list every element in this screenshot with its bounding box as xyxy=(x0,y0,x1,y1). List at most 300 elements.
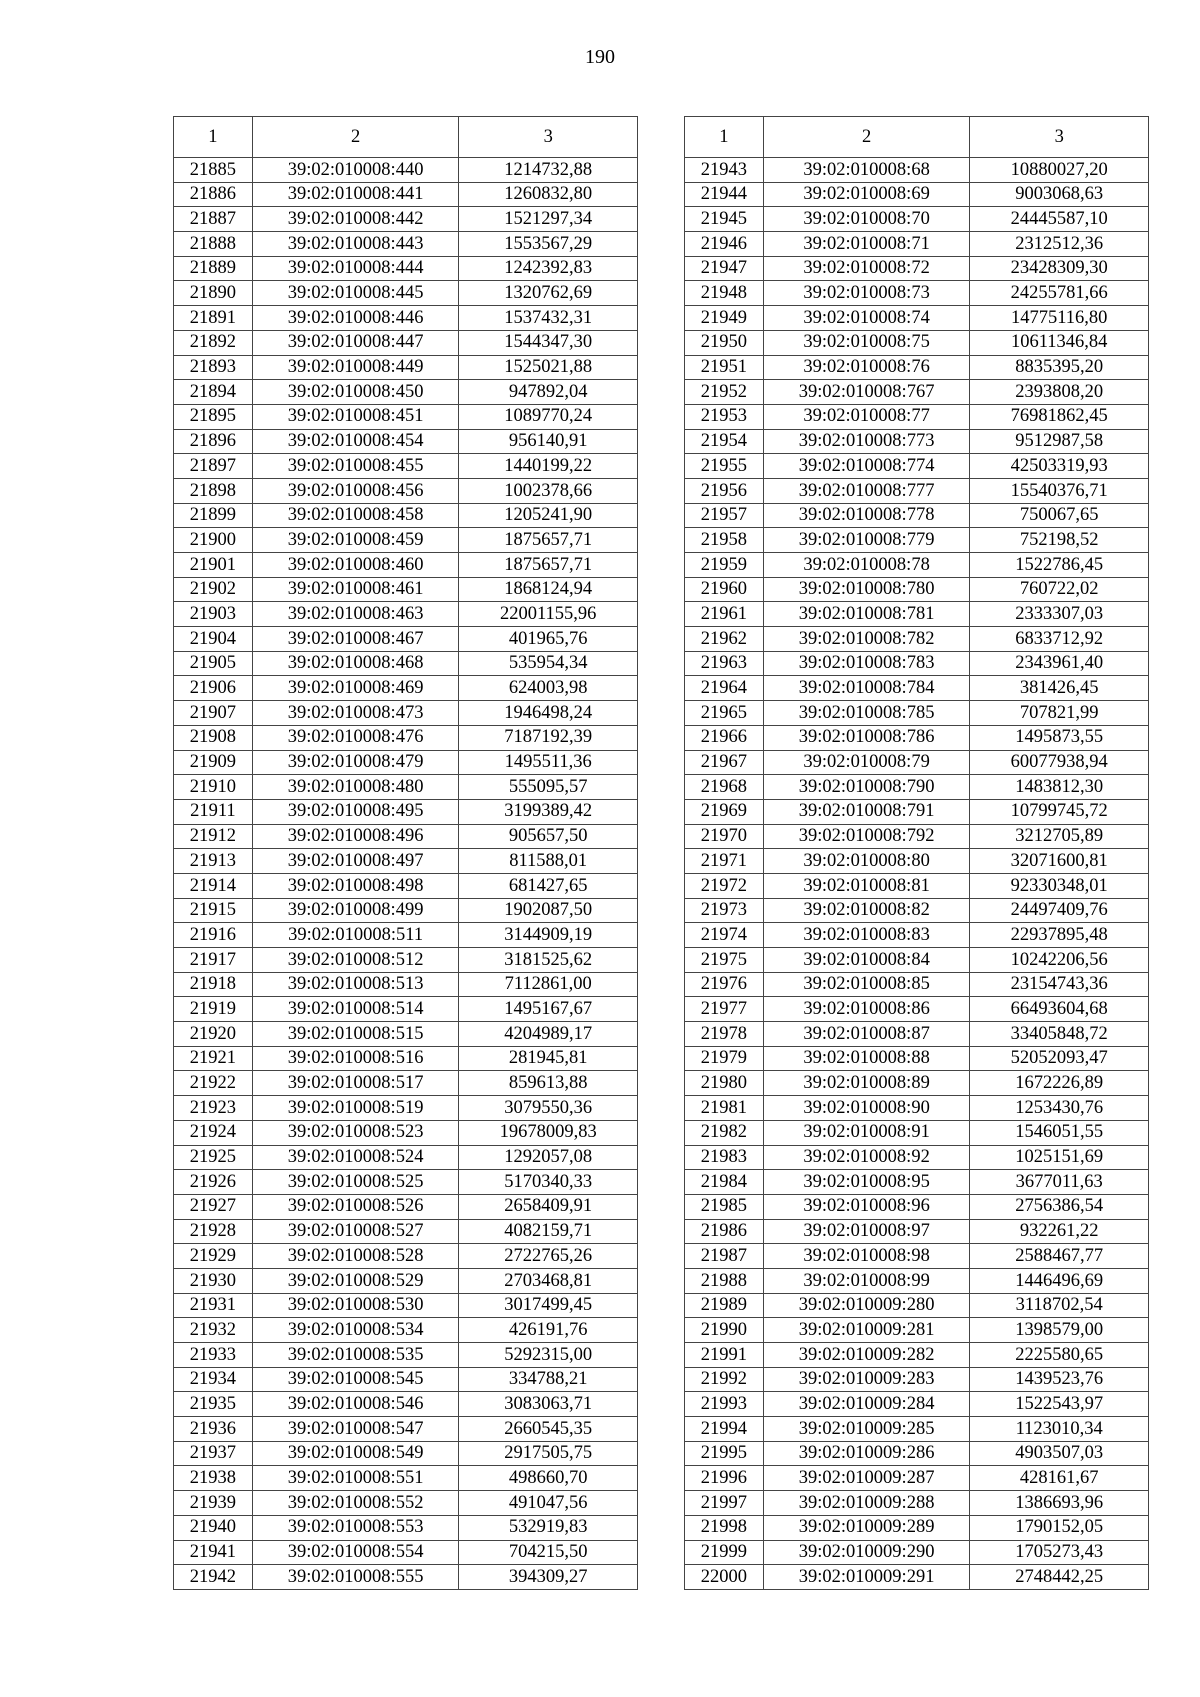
cadastral-number-cell: 39:02:010008:780 xyxy=(763,577,970,602)
value-cell: 32071600,81 xyxy=(970,849,1149,874)
cadastral-number-cell: 39:02:010008:516 xyxy=(252,1046,459,1071)
row-number-cell: 21955 xyxy=(685,454,764,479)
cadastral-number-cell: 39:02:010008:458 xyxy=(252,503,459,528)
value-cell: 92330348,01 xyxy=(970,873,1149,898)
value-cell: 1440199,22 xyxy=(459,454,638,479)
table-row xyxy=(174,1194,638,1219)
row-number-cell: 21895 xyxy=(174,404,253,429)
cadastral-number-cell: 39:02:010008:83 xyxy=(763,923,970,948)
cadastral-number-cell: 39:02:010008:75 xyxy=(763,330,970,355)
cadastral-number-cell: 39:02:010008:552 xyxy=(252,1491,459,1516)
row-number-cell: 21996 xyxy=(685,1466,764,1491)
cadastral-number-cell: 39:02:010008:440 xyxy=(252,158,459,183)
cadastral-number-cell: 39:02:010008:495 xyxy=(252,799,459,824)
cadastral-number-cell: 39:02:010008:96 xyxy=(763,1194,970,1219)
value-cell: 9003068,63 xyxy=(970,182,1149,207)
row-number-cell: 21954 xyxy=(685,429,764,454)
row-number-cell: 21918 xyxy=(174,972,253,997)
row-number-cell: 21914 xyxy=(174,873,253,898)
row-number-cell: 21962 xyxy=(685,627,764,652)
cadastral-number-cell: 39:02:010008:92 xyxy=(763,1145,970,1170)
value-cell: 334788,21 xyxy=(459,1367,638,1392)
cadastral-number-cell: 39:02:010008:783 xyxy=(763,651,970,676)
table-row xyxy=(174,873,638,898)
value-cell: 2660545,35 xyxy=(459,1417,638,1442)
row-number-cell: 21968 xyxy=(685,775,764,800)
table-row xyxy=(174,750,638,775)
table-row xyxy=(174,1565,638,1590)
table-row xyxy=(685,923,1149,948)
left-table-body xyxy=(174,158,638,1590)
value-cell: 3677011,63 xyxy=(970,1170,1149,1195)
row-number-cell: 21939 xyxy=(174,1491,253,1516)
table-row xyxy=(685,849,1149,874)
cadastral-number-cell: 39:02:010008:767 xyxy=(763,380,970,405)
value-cell: 1214732,88 xyxy=(459,158,638,183)
value-cell: 1790152,05 xyxy=(970,1515,1149,1540)
value-cell: 10242206,56 xyxy=(970,948,1149,973)
cadastral-number-cell: 39:02:010008:459 xyxy=(252,528,459,553)
table-row xyxy=(174,1022,638,1047)
value-cell: 535954,34 xyxy=(459,651,638,676)
cadastral-number-cell: 39:02:010008:88 xyxy=(763,1046,970,1071)
row-number-cell: 21961 xyxy=(685,602,764,627)
value-cell: 1025151,69 xyxy=(970,1145,1149,1170)
table-row xyxy=(685,1491,1149,1516)
table-row xyxy=(174,281,638,306)
row-number-cell: 21952 xyxy=(685,380,764,405)
table-row xyxy=(685,651,1149,676)
value-cell: 4903507,03 xyxy=(970,1441,1149,1466)
row-number-cell: 21936 xyxy=(174,1417,253,1442)
value-cell: 1537432,31 xyxy=(459,306,638,331)
table-row xyxy=(174,256,638,281)
value-cell: 2748442,25 xyxy=(970,1565,1149,1590)
cadastral-number-cell: 39:02:010008:469 xyxy=(252,676,459,701)
value-cell: 2343961,40 xyxy=(970,651,1149,676)
table-row xyxy=(685,898,1149,923)
table-row xyxy=(174,1343,638,1368)
right-table xyxy=(684,116,1149,1590)
row-number-cell: 21975 xyxy=(685,948,764,973)
table-row xyxy=(174,553,638,578)
table-row xyxy=(174,1120,638,1145)
row-number-cell: 21999 xyxy=(685,1540,764,1565)
table-row xyxy=(685,404,1149,429)
table-row xyxy=(685,478,1149,503)
table-row xyxy=(174,725,638,750)
table-row xyxy=(685,158,1149,183)
table-row xyxy=(174,1466,638,1491)
row-number-cell: 21902 xyxy=(174,577,253,602)
row-number-cell: 21979 xyxy=(685,1046,764,1071)
value-cell: 2917505,75 xyxy=(459,1441,638,1466)
table-row xyxy=(685,1318,1149,1343)
row-number-cell: 21900 xyxy=(174,528,253,553)
row-number-cell: 21922 xyxy=(174,1071,253,1096)
table-row xyxy=(685,1441,1149,1466)
cadastral-number-cell: 39:02:010009:291 xyxy=(763,1565,970,1590)
value-cell: 1522786,45 xyxy=(970,553,1149,578)
cadastral-number-cell: 39:02:010008:461 xyxy=(252,577,459,602)
value-cell: 8835395,20 xyxy=(970,355,1149,380)
cadastral-number-cell: 39:02:010008:68 xyxy=(763,158,970,183)
cadastral-number-cell: 39:02:010008:515 xyxy=(252,1022,459,1047)
left-table xyxy=(173,116,638,1590)
cadastral-number-cell: 39:02:010008:456 xyxy=(252,478,459,503)
table-row xyxy=(174,1293,638,1318)
value-cell: 10799745,72 xyxy=(970,799,1149,824)
row-number-cell: 21892 xyxy=(174,330,253,355)
row-number-cell: 21982 xyxy=(685,1120,764,1145)
row-number-cell: 21994 xyxy=(685,1417,764,1442)
table-row xyxy=(174,1417,638,1442)
cadastral-number-cell: 39:02:010009:286 xyxy=(763,1441,970,1466)
value-cell: 905657,50 xyxy=(459,824,638,849)
value-cell: 76981862,45 xyxy=(970,404,1149,429)
value-cell: 3083063,71 xyxy=(459,1392,638,1417)
row-number-cell: 21912 xyxy=(174,824,253,849)
value-cell: 932261,22 xyxy=(970,1219,1149,1244)
table-row xyxy=(174,503,638,528)
value-cell: 10880027,20 xyxy=(970,158,1149,183)
table-row xyxy=(174,158,638,183)
header-col-1: 1 xyxy=(685,117,764,158)
table-row xyxy=(685,1170,1149,1195)
cadastral-number-cell: 39:02:010008:524 xyxy=(252,1145,459,1170)
row-number-cell: 22000 xyxy=(685,1565,764,1590)
row-number-cell: 21890 xyxy=(174,281,253,306)
cadastral-number-cell: 39:02:010008:781 xyxy=(763,602,970,627)
row-number-cell: 21913 xyxy=(174,849,253,874)
row-number-cell: 21909 xyxy=(174,750,253,775)
cadastral-number-cell: 39:02:010008:87 xyxy=(763,1022,970,1047)
table-row xyxy=(174,1071,638,1096)
row-number-cell: 21921 xyxy=(174,1046,253,1071)
row-number-cell: 21986 xyxy=(685,1219,764,1244)
row-number-cell: 21964 xyxy=(685,676,764,701)
cadastral-number-cell: 39:02:010008:479 xyxy=(252,750,459,775)
table-row xyxy=(685,429,1149,454)
value-cell: 2756386,54 xyxy=(970,1194,1149,1219)
value-cell: 1446496,69 xyxy=(970,1268,1149,1293)
table-row xyxy=(174,1515,638,1540)
table-row xyxy=(174,1096,638,1121)
row-number-cell: 21957 xyxy=(685,503,764,528)
value-cell: 1483812,30 xyxy=(970,775,1149,800)
table-row xyxy=(174,454,638,479)
table-row xyxy=(174,232,638,257)
row-number-cell: 21969 xyxy=(685,799,764,824)
table-row xyxy=(174,577,638,602)
row-number-cell: 21976 xyxy=(685,972,764,997)
value-cell: 1672226,89 xyxy=(970,1071,1149,1096)
table-row xyxy=(174,1219,638,1244)
cadastral-number-cell: 39:02:010008:498 xyxy=(252,873,459,898)
cadastral-number-cell: 39:02:010008:82 xyxy=(763,898,970,923)
cadastral-number-cell: 39:02:010008:95 xyxy=(763,1170,970,1195)
row-number-cell: 21995 xyxy=(685,1441,764,1466)
row-number-cell: 21897 xyxy=(174,454,253,479)
cadastral-number-cell: 39:02:010008:84 xyxy=(763,948,970,973)
table-row xyxy=(685,1194,1149,1219)
cadastral-number-cell: 39:02:010008:517 xyxy=(252,1071,459,1096)
row-number-cell: 21906 xyxy=(174,676,253,701)
table-row xyxy=(685,380,1149,405)
table-row xyxy=(685,627,1149,652)
row-number-cell: 21904 xyxy=(174,627,253,652)
table-row xyxy=(685,1367,1149,1392)
cadastral-number-cell: 39:02:010008:74 xyxy=(763,306,970,331)
table-row xyxy=(174,602,638,627)
value-cell: 1705273,43 xyxy=(970,1540,1149,1565)
row-number-cell: 21886 xyxy=(174,182,253,207)
table-row xyxy=(685,503,1149,528)
row-number-cell: 21987 xyxy=(685,1244,764,1269)
table-row xyxy=(685,1120,1149,1145)
cadastral-number-cell: 39:02:010008:78 xyxy=(763,553,970,578)
value-cell: 811588,01 xyxy=(459,849,638,874)
row-number-cell: 21967 xyxy=(685,750,764,775)
table-row xyxy=(685,1466,1149,1491)
value-cell: 1439523,76 xyxy=(970,1367,1149,1392)
row-number-cell: 21905 xyxy=(174,651,253,676)
row-number-cell: 21947 xyxy=(685,256,764,281)
row-number-cell: 21908 xyxy=(174,725,253,750)
cadastral-number-cell: 39:02:010008:90 xyxy=(763,1096,970,1121)
row-number-cell: 21943 xyxy=(685,158,764,183)
cadastral-number-cell: 39:02:010008:512 xyxy=(252,948,459,973)
row-number-cell: 21978 xyxy=(685,1022,764,1047)
cadastral-number-cell: 39:02:010008:528 xyxy=(252,1244,459,1269)
row-number-cell: 21977 xyxy=(685,997,764,1022)
value-cell: 7112861,00 xyxy=(459,972,638,997)
cadastral-number-cell: 39:02:010009:281 xyxy=(763,1318,970,1343)
table-row xyxy=(174,306,638,331)
table-row xyxy=(685,454,1149,479)
value-cell: 426191,76 xyxy=(459,1318,638,1343)
table-row xyxy=(174,478,638,503)
row-number-cell: 21885 xyxy=(174,158,253,183)
row-number-cell: 21899 xyxy=(174,503,253,528)
row-number-cell: 21924 xyxy=(174,1120,253,1145)
cadastral-number-cell: 39:02:010008:71 xyxy=(763,232,970,257)
value-cell: 1875657,71 xyxy=(459,553,638,578)
table-row xyxy=(174,1244,638,1269)
row-number-cell: 21931 xyxy=(174,1293,253,1318)
value-cell: 3212705,89 xyxy=(970,824,1149,849)
cadastral-number-cell: 39:02:010008:446 xyxy=(252,306,459,331)
header-row xyxy=(685,117,1149,158)
value-cell: 3017499,45 xyxy=(459,1293,638,1318)
row-number-cell: 21950 xyxy=(685,330,764,355)
table-row xyxy=(174,972,638,997)
value-cell: 2312512,36 xyxy=(970,232,1149,257)
row-number-cell: 21973 xyxy=(685,898,764,923)
table-row xyxy=(174,355,638,380)
table-row xyxy=(174,948,638,973)
value-cell: 2658409,91 xyxy=(459,1194,638,1219)
row-number-cell: 21891 xyxy=(174,306,253,331)
table-row xyxy=(174,1392,638,1417)
row-number-cell: 21930 xyxy=(174,1268,253,1293)
row-number-cell: 21985 xyxy=(685,1194,764,1219)
value-cell: 1544347,30 xyxy=(459,330,638,355)
row-number-cell: 21949 xyxy=(685,306,764,331)
table-row xyxy=(685,1417,1149,1442)
cadastral-number-cell: 39:02:010008:496 xyxy=(252,824,459,849)
table-row xyxy=(685,1071,1149,1096)
value-cell: 1398579,00 xyxy=(970,1318,1149,1343)
cadastral-number-cell: 39:02:010008:527 xyxy=(252,1219,459,1244)
value-cell: 1260832,80 xyxy=(459,182,638,207)
row-number-cell: 21959 xyxy=(685,553,764,578)
cadastral-number-cell: 39:02:010008:70 xyxy=(763,207,970,232)
cadastral-number-cell: 39:02:010009:290 xyxy=(763,1540,970,1565)
row-number-cell: 21990 xyxy=(685,1318,764,1343)
cadastral-number-cell: 39:02:010009:282 xyxy=(763,1343,970,1368)
value-cell: 3144909,19 xyxy=(459,923,638,948)
table-row xyxy=(685,355,1149,380)
table-row xyxy=(685,306,1149,331)
row-number-cell: 21894 xyxy=(174,380,253,405)
value-cell: 1946498,24 xyxy=(459,701,638,726)
value-cell: 9512987,58 xyxy=(970,429,1149,454)
value-cell: 428161,67 xyxy=(970,1466,1149,1491)
value-cell: 60077938,94 xyxy=(970,750,1149,775)
value-cell: 5292315,00 xyxy=(459,1343,638,1368)
cadastral-number-cell: 39:02:010008:554 xyxy=(252,1540,459,1565)
table-row xyxy=(174,1145,638,1170)
value-cell: 15540376,71 xyxy=(970,478,1149,503)
value-cell: 2722765,26 xyxy=(459,1244,638,1269)
table-row xyxy=(685,1022,1149,1047)
row-number-cell: 21911 xyxy=(174,799,253,824)
table-row xyxy=(174,1441,638,1466)
row-number-cell: 21972 xyxy=(685,873,764,898)
cadastral-number-cell: 39:02:010008:455 xyxy=(252,454,459,479)
row-number-cell: 21971 xyxy=(685,849,764,874)
table-row xyxy=(685,602,1149,627)
row-number-cell: 21993 xyxy=(685,1392,764,1417)
value-cell: 760722,02 xyxy=(970,577,1149,602)
cadastral-number-cell: 39:02:010008:445 xyxy=(252,281,459,306)
value-cell: 4082159,71 xyxy=(459,1219,638,1244)
row-number-cell: 21928 xyxy=(174,1219,253,1244)
cadastral-number-cell: 39:02:010008:441 xyxy=(252,182,459,207)
row-number-cell: 21934 xyxy=(174,1367,253,1392)
row-number-cell: 21917 xyxy=(174,948,253,973)
value-cell: 681427,65 xyxy=(459,873,638,898)
cadastral-number-cell: 39:02:010008:76 xyxy=(763,355,970,380)
row-number-cell: 21940 xyxy=(174,1515,253,1540)
value-cell: 5170340,33 xyxy=(459,1170,638,1195)
cadastral-number-cell: 39:02:010008:525 xyxy=(252,1170,459,1195)
value-cell: 491047,56 xyxy=(459,1491,638,1516)
row-number-cell: 21903 xyxy=(174,602,253,627)
value-cell: 10611346,84 xyxy=(970,330,1149,355)
value-cell: 22937895,48 xyxy=(970,923,1149,948)
cadastral-number-cell: 39:02:010008:513 xyxy=(252,972,459,997)
value-cell: 1253430,76 xyxy=(970,1096,1149,1121)
row-number-cell: 21938 xyxy=(174,1466,253,1491)
cadastral-number-cell: 39:02:010008:774 xyxy=(763,454,970,479)
cadastral-number-cell: 39:02:010009:285 xyxy=(763,1417,970,1442)
cadastral-number-cell: 39:02:010008:72 xyxy=(763,256,970,281)
cadastral-number-cell: 39:02:010008:442 xyxy=(252,207,459,232)
cadastral-number-cell: 39:02:010008:545 xyxy=(252,1367,459,1392)
cadastral-number-cell: 39:02:010008:85 xyxy=(763,972,970,997)
row-number-cell: 21980 xyxy=(685,1071,764,1096)
cadastral-number-cell: 39:02:010008:790 xyxy=(763,775,970,800)
table-row xyxy=(685,799,1149,824)
cadastral-number-cell: 39:02:010008:443 xyxy=(252,232,459,257)
row-number-cell: 21966 xyxy=(685,725,764,750)
cadastral-number-cell: 39:02:010008:791 xyxy=(763,799,970,824)
table-row xyxy=(685,824,1149,849)
value-cell: 1546051,55 xyxy=(970,1120,1149,1145)
value-cell: 1320762,69 xyxy=(459,281,638,306)
row-number-cell: 21927 xyxy=(174,1194,253,1219)
value-cell: 1089770,24 xyxy=(459,404,638,429)
cadastral-number-cell: 39:02:010008:785 xyxy=(763,701,970,726)
value-cell: 2333307,03 xyxy=(970,602,1149,627)
table-row xyxy=(174,330,638,355)
row-number-cell: 21951 xyxy=(685,355,764,380)
cadastral-number-cell: 39:02:010008:773 xyxy=(763,429,970,454)
value-cell: 1495873,55 xyxy=(970,725,1149,750)
table-row xyxy=(174,207,638,232)
value-cell: 2703468,81 xyxy=(459,1268,638,1293)
row-number-cell: 21941 xyxy=(174,1540,253,1565)
value-cell: 381426,45 xyxy=(970,676,1149,701)
cadastral-number-cell: 39:02:010008:499 xyxy=(252,898,459,923)
table-row xyxy=(174,701,638,726)
table-row xyxy=(685,873,1149,898)
header-col-3: 3 xyxy=(459,117,638,158)
value-cell: 947892,04 xyxy=(459,380,638,405)
cadastral-number-cell: 39:02:010008:454 xyxy=(252,429,459,454)
value-cell: 1495511,36 xyxy=(459,750,638,775)
cadastral-number-cell: 39:02:010008:546 xyxy=(252,1392,459,1417)
header-col-3: 3 xyxy=(970,117,1149,158)
table-row xyxy=(174,1268,638,1293)
table-row xyxy=(174,1491,638,1516)
cadastral-number-cell: 39:02:010008:81 xyxy=(763,873,970,898)
page-number: 190 xyxy=(585,46,615,68)
cadastral-number-cell: 39:02:010008:89 xyxy=(763,1071,970,1096)
row-number-cell: 21920 xyxy=(174,1022,253,1047)
row-number-cell: 21953 xyxy=(685,404,764,429)
row-number-cell: 21932 xyxy=(174,1318,253,1343)
table-row xyxy=(174,429,638,454)
value-cell: 3118702,54 xyxy=(970,1293,1149,1318)
table-row xyxy=(685,1268,1149,1293)
header-col-1: 1 xyxy=(174,117,253,158)
table-row xyxy=(685,1244,1149,1269)
row-number-cell: 21988 xyxy=(685,1268,764,1293)
row-number-cell: 21945 xyxy=(685,207,764,232)
value-cell: 2393808,20 xyxy=(970,380,1149,405)
value-cell: 1868124,94 xyxy=(459,577,638,602)
value-cell: 1553567,29 xyxy=(459,232,638,257)
row-number-cell: 21963 xyxy=(685,651,764,676)
row-number-cell: 21889 xyxy=(174,256,253,281)
row-number-cell: 21989 xyxy=(685,1293,764,1318)
value-cell: 23428309,30 xyxy=(970,256,1149,281)
cadastral-number-cell: 39:02:010008:530 xyxy=(252,1293,459,1318)
value-cell: 66493604,68 xyxy=(970,997,1149,1022)
